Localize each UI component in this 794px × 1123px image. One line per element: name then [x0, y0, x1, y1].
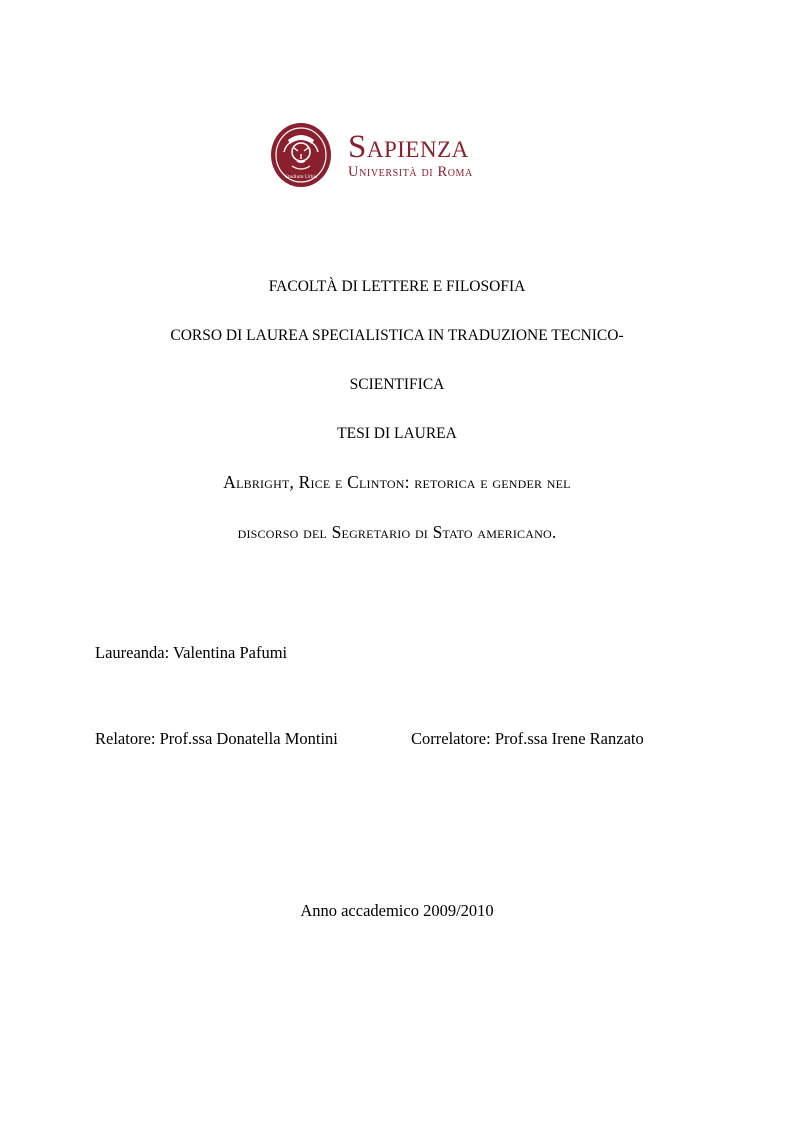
course-line-2: SCIENTIFICA [349, 376, 445, 393]
academic-year: Anno accademico 2009/2010 [300, 901, 494, 920]
thesis-title-line-2: discorso del Segretario di Stato americano. [237, 522, 557, 542]
sapienza-seal-icon [270, 122, 332, 188]
thesis-type: TESI DI LAUREA [337, 425, 457, 442]
faculty-heading: FACOLTÀ DI LETTERE E FILOSOFIA [268, 278, 526, 295]
supervisor: Relatore: Prof.ssa Donatella Montini [95, 729, 338, 748]
university-logo [270, 120, 510, 192]
university-wordmark [348, 130, 473, 180]
university-name: Sapienza [348, 129, 469, 165]
thesis-title-line-1: Albright, Rice e Clinton: retorica e gender nel [223, 472, 571, 492]
candidate: Laureanda: Valentina Pafumi [95, 643, 288, 662]
svg-text:Studium Urbis: Studium Urbis [284, 174, 318, 180]
university-subtitle: Università di Roma [348, 164, 473, 180]
course-line-1: CORSO DI LAUREA SPECIALISTICA IN TRADUZIONE TECNICO- [170, 327, 624, 344]
co-supervisor: Correlatore: Prof.ssa Irene Ranzato [411, 729, 644, 748]
